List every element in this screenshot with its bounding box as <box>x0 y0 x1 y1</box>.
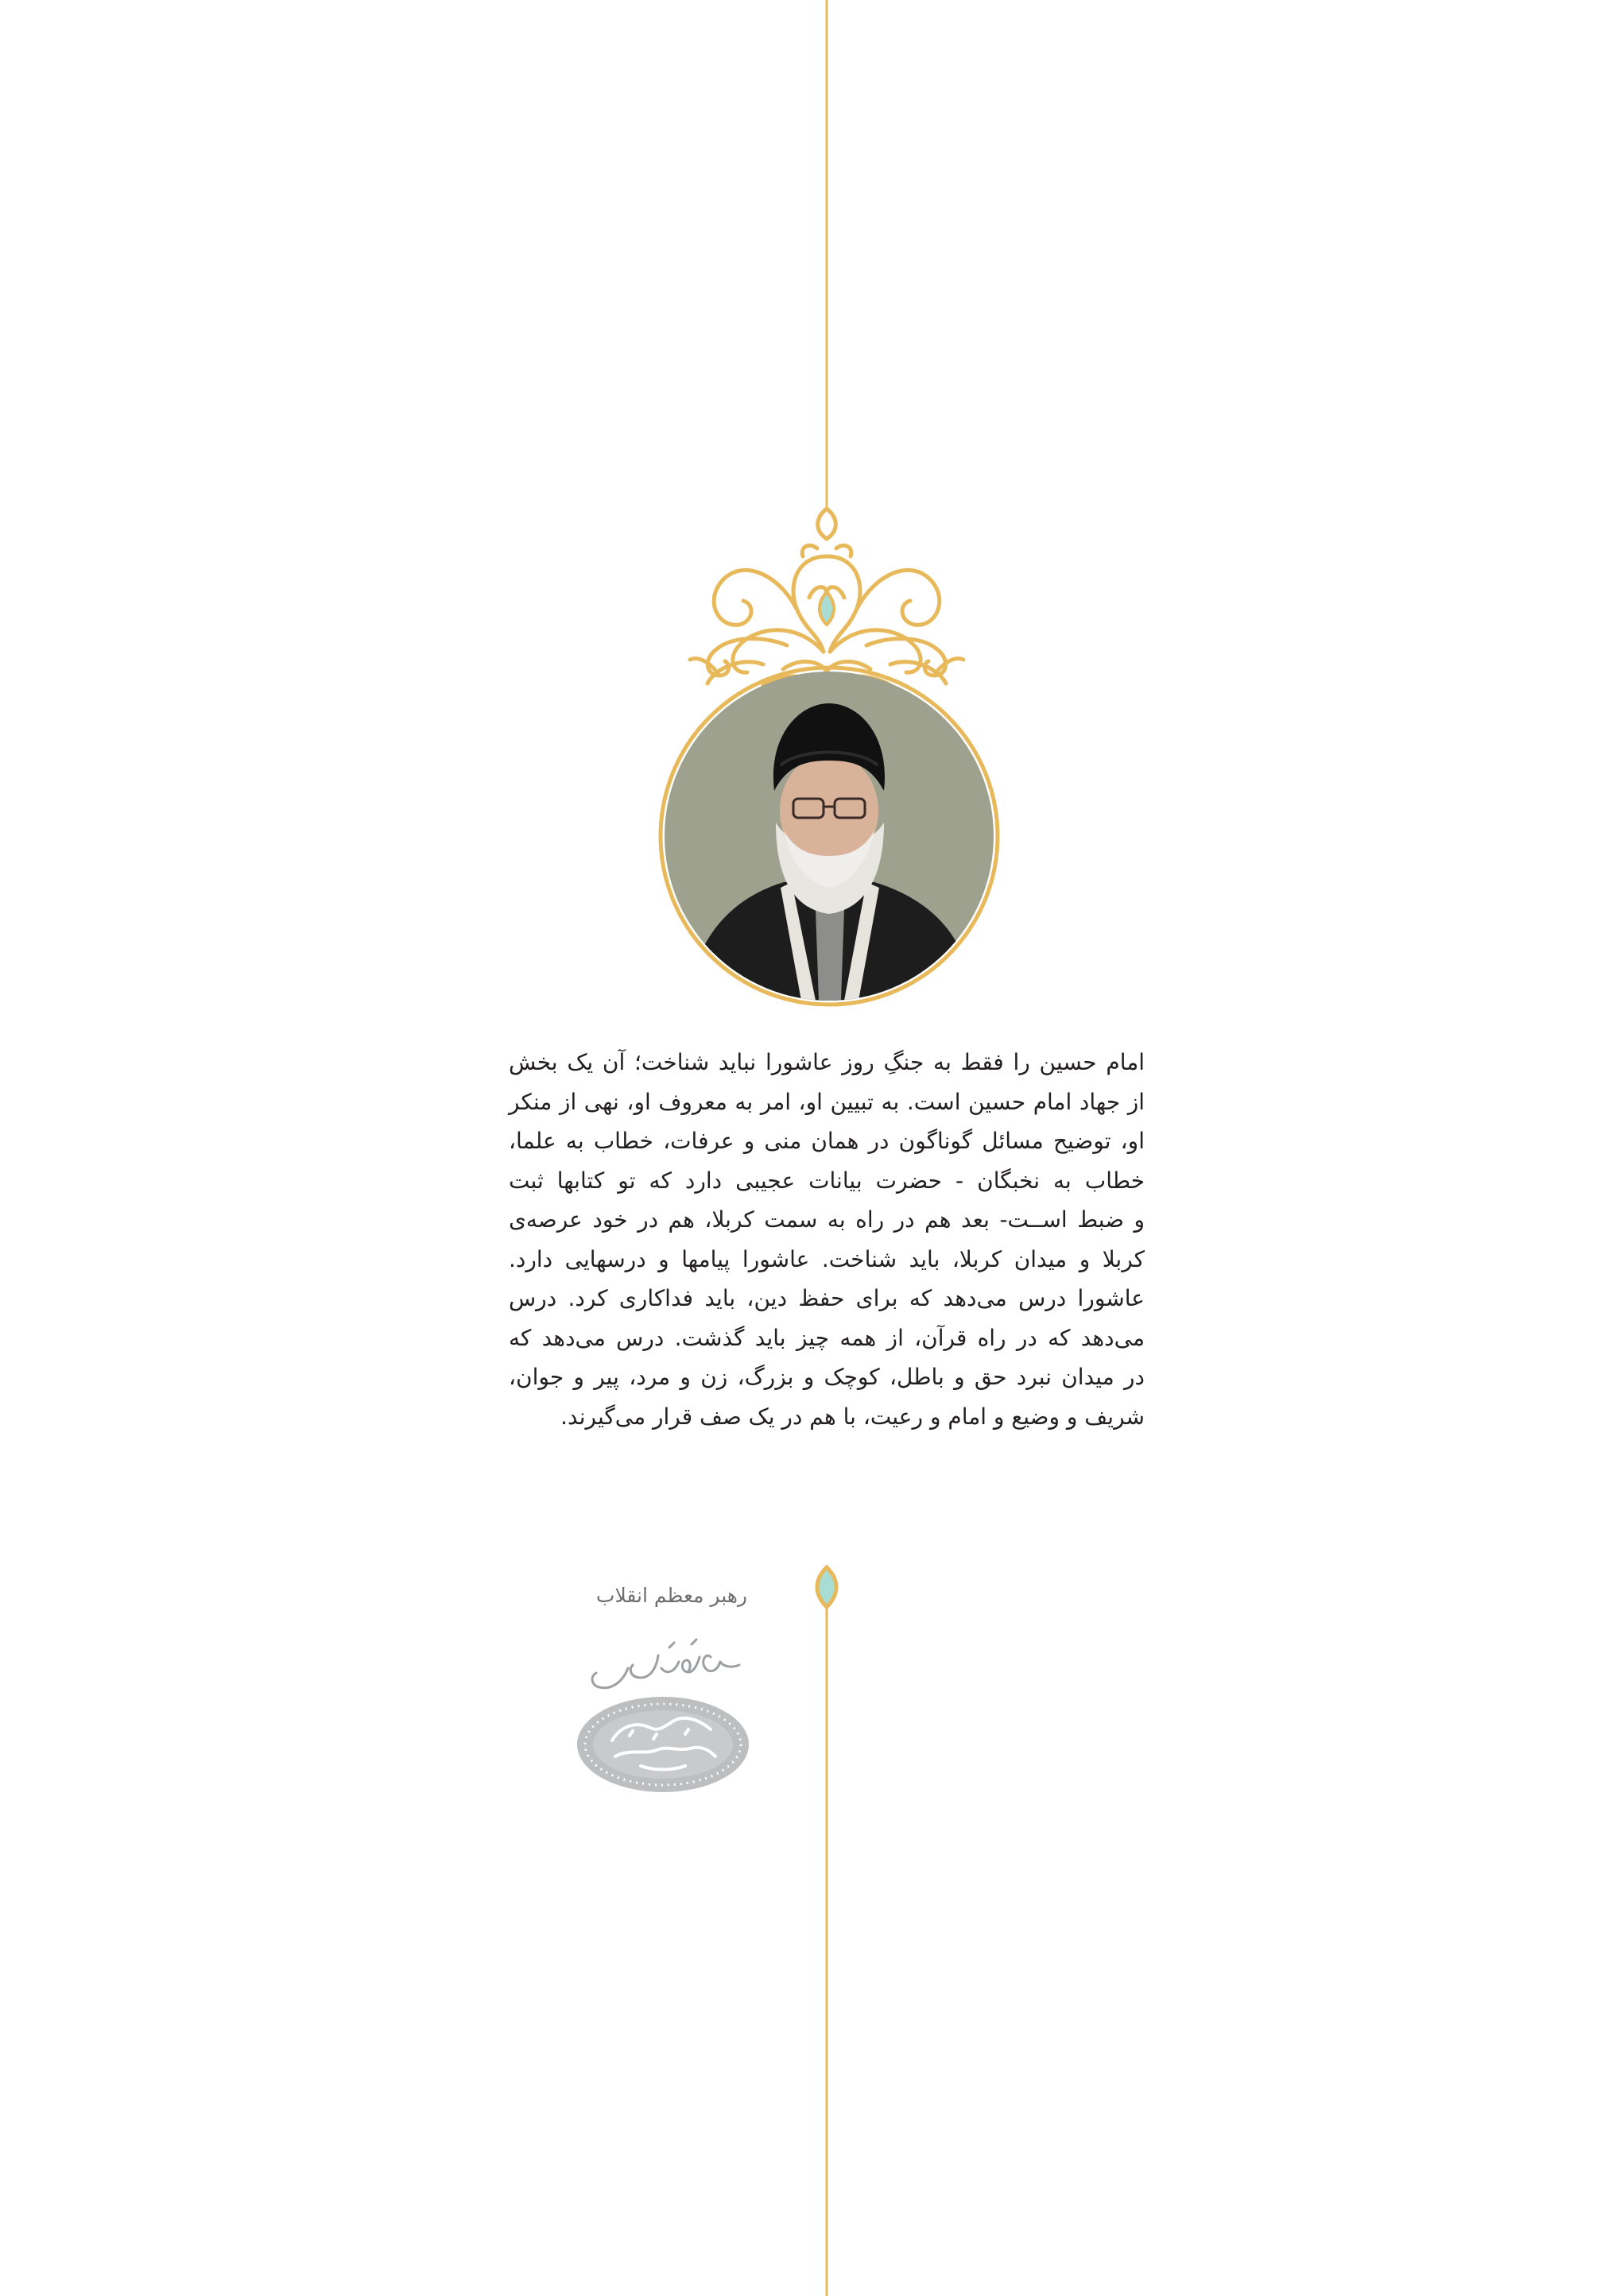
quote-line-10: شریف و وضیع و امام و رعیت، با هم در یک صف قرار می‌گیرند. <box>560 1403 1145 1430</box>
quote-line-1: امام حسین را فقط به جنگِ روز عاشورا نباید شناخت؛ آن یک بخش <box>509 1049 1145 1075</box>
quote-line-3: او، توضیح مسائل گوناگون در همان منی و عرفات، خطاب به علما، <box>509 1128 1145 1154</box>
quote-line-8: می‌دهد که در راه قرآن، از همه چیز باید گذشت. درس می‌دهد که <box>509 1324 1145 1351</box>
quote-line-9: در میدان نبرد حق و باطل، کوچک و بزرگ، زن و مرد، پیر و جوان، <box>509 1364 1145 1390</box>
lower-gem-icon <box>817 1567 836 1607</box>
quote-line-5: و ضبط اســت- بعد هم در راه به سمت کربلا، هم در خود عرصه‌ی <box>509 1206 1145 1233</box>
quote-line-7: عاشورا درس می‌دهد که برای حفظ دین، باید فداکاری کرد. درس <box>509 1285 1145 1311</box>
quote-line-4: خطاب به نخبگان - حضرت بیانات عجیبی دارد که تو کتابها ثبت <box>509 1167 1145 1194</box>
quote-line-6: کربلا و میدان کربلا، باید شناخت. عاشورا پیامها و درسهایی دارد. <box>509 1245 1145 1272</box>
turquoise-gem-icon <box>820 592 834 625</box>
seal-stamp-icon <box>574 1693 752 1796</box>
quote-line-2: از جهاد امام حسین است. به تبیین او، امر به معروف او، نهی از منکر <box>509 1088 1145 1115</box>
quote-text <box>509 1043 1145 1436</box>
portrait-photo <box>665 672 994 1001</box>
author-title: رهبر معظم انقلاب <box>595 1584 747 1607</box>
